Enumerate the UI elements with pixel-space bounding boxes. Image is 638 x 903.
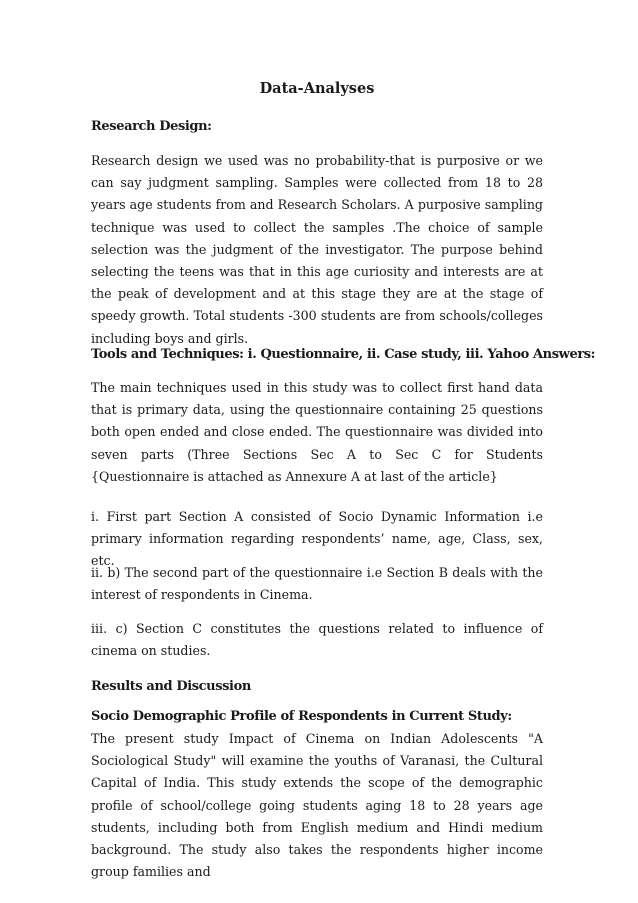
page-title: Data-Analyses bbox=[259, 80, 375, 97]
socio-demographic-paragraph: The present study Impact of Cinema on Indian Adolescents "A Sociological Study" will examine the youths of Varanasi, the Cultural Capital of India. This study extends the scope of the demographic profile of school/college going students aging 18 to 28 years age students, including both from English medium and Hindi medium background. The study also takes the respondents higher income group families and bbox=[91, 731, 543, 880]
research-design-heading: Research Design: bbox=[91, 119, 212, 134]
results-discussion-heading: Results and Discussion bbox=[91, 679, 251, 694]
section-a-item: i. First part Section A consisted of Socio Dynamic Information i.e primary information regarding respondents’ name, age, Class, sex, etc. bbox=[91, 509, 543, 569]
section-c-item: iii. c) Section C constitutes the questions related to influence of cinema on studies. bbox=[91, 621, 543, 659]
section-b-item: ii. b) The second part of the questionnaire i.e Section B deals with the interest of respondents in Cinema. bbox=[91, 565, 543, 603]
tools-techniques-heading: Tools and Techniques: i. Questionnaire, ii. Case study, iii. Yahoo Answers: bbox=[91, 347, 596, 362]
tools-techniques-paragraph: The main techniques used in this study was to collect first hand data that is primary data, using the questionnaire containing 25 questions both open ended and close ended. The questionnaire was divided into seven parts (Three Sections Sec A to Sec C for Students {Questionnaire is attached as Annexure A at last of the article} bbox=[91, 380, 543, 484]
research-design-paragraph: Research design we used was no probability-that is purposive or we can say judgment sampling. Samples were collected from 18 to 28 years age students from and Research Scholars. A purposive sampling technique was used to collect the samples .The choice of sample selection was the judgment of the investigator. The purpose behind selecting the teens was that in this age curiosity and interests are at the peak of development and at this stage they are at the stage of speedy growth. Total students -300 students are from schools/colleges including boys and girls. bbox=[91, 153, 543, 346]
socio-demographic-subheading: Socio Demographic Profile of Respondents in Current Study: bbox=[91, 709, 512, 724]
